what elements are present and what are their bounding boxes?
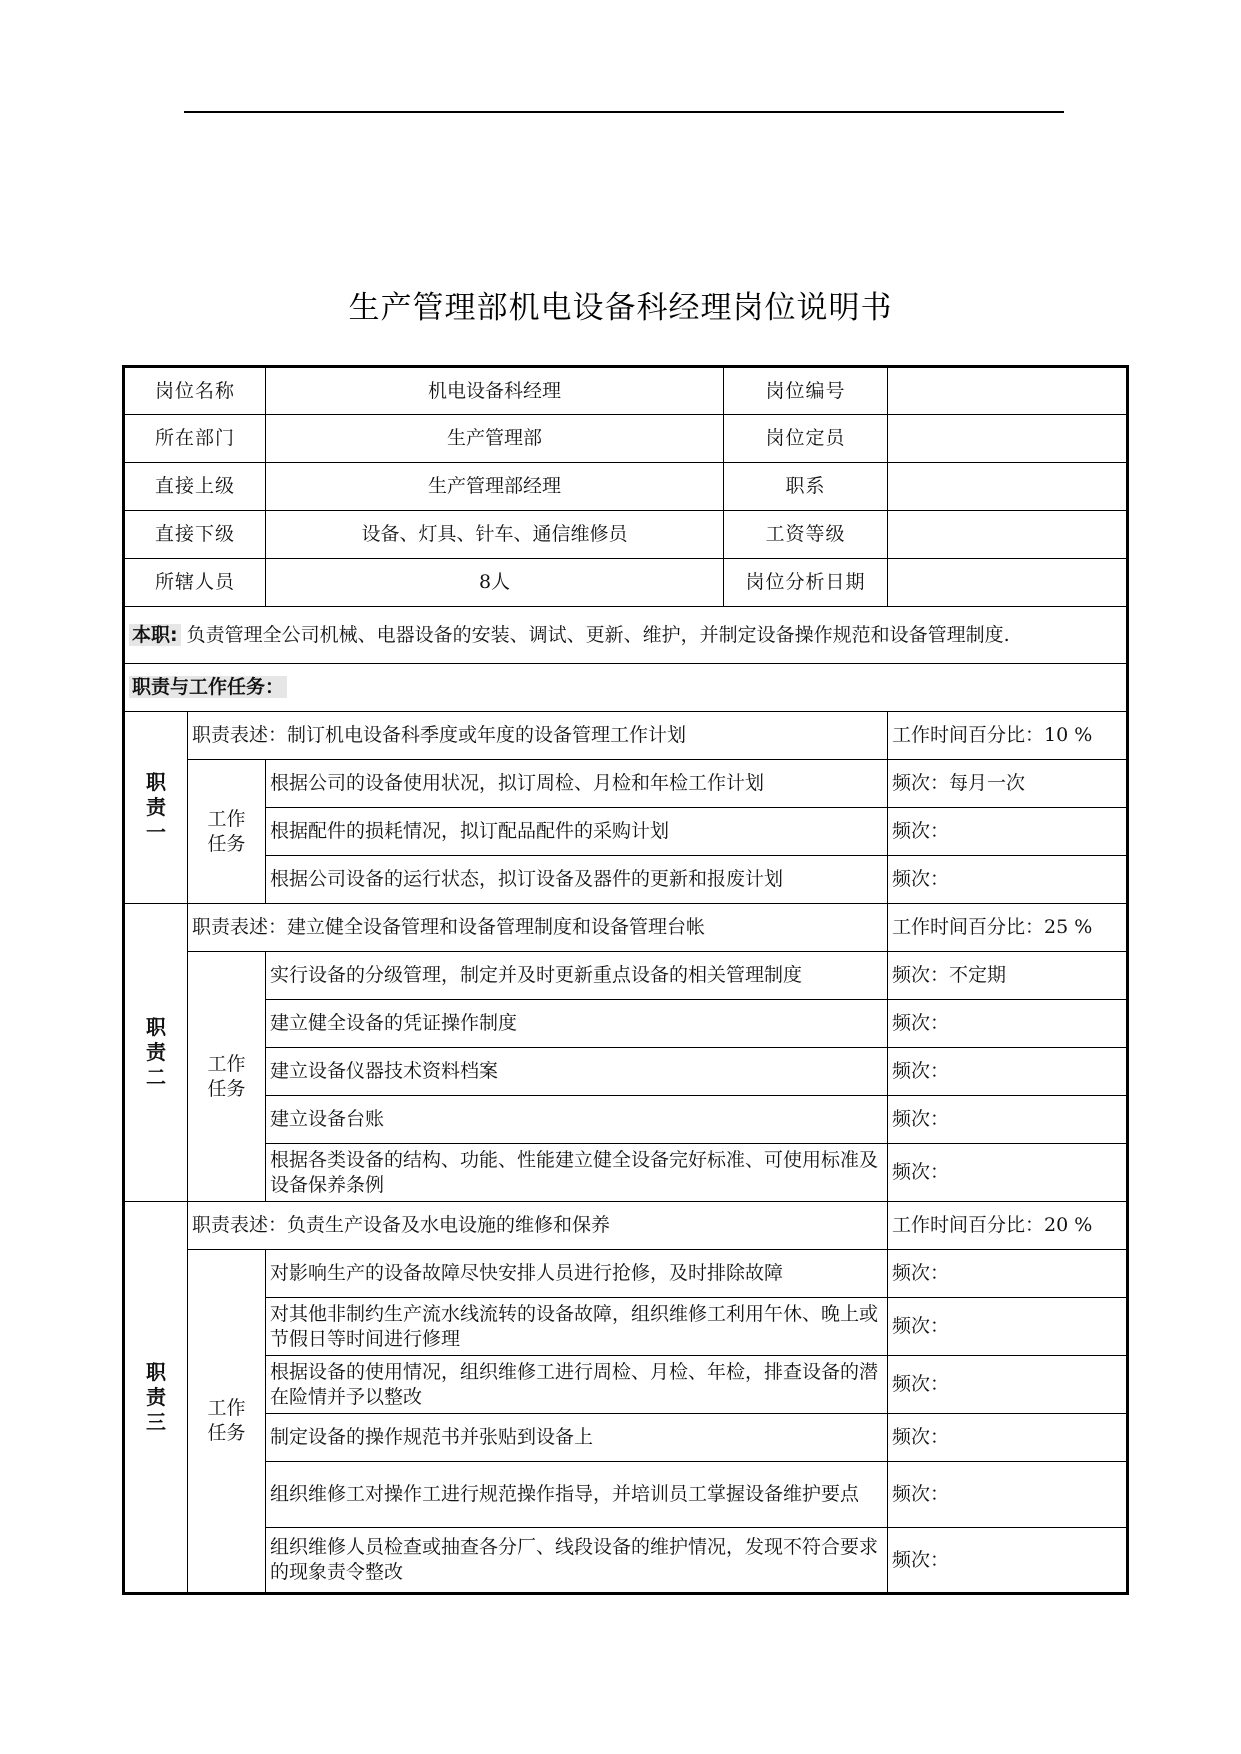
duty-statement-row bbox=[124, 712, 1128, 760]
info-value: 生产管理部 bbox=[266, 415, 724, 463]
task-text: 对影响生产的设备故障尽快安排人员进行抢修，及时排除故障 bbox=[266, 1250, 888, 1298]
core-duty-label: 本职: bbox=[129, 624, 181, 646]
duty-statement: 职责表述：制订机电设备科季度或年度的设备管理工作计划 bbox=[188, 712, 888, 760]
task-label-text: 工作任务 bbox=[207, 1052, 246, 1100]
task-text: 根据各类设备的结构、功能、性能建立健全设备完好标准、可使用标准及设备保养条例 bbox=[266, 1144, 888, 1202]
core-duty-cell bbox=[124, 607, 1128, 664]
task-row bbox=[124, 808, 1128, 856]
duty-statement: 职责表述：建立健全设备管理和设备管理制度和设备管理台帐 bbox=[188, 904, 888, 952]
task-text: 根据设备的使用情况，组织维修工进行周检、月检、年检，排查设备的潜在险情并予以整改 bbox=[266, 1356, 888, 1414]
info-row bbox=[124, 511, 1128, 559]
duty-statement-row bbox=[124, 904, 1128, 952]
core-duty-text: 负责管理全公司机械、电器设备的安装、调试、更新、维护，并制定设备操作规范和设备管理制度. bbox=[186, 623, 1010, 646]
task-label bbox=[188, 760, 266, 904]
task-frequency: 频次： bbox=[888, 856, 1128, 904]
task-label bbox=[188, 1250, 266, 1594]
task-frequency: 频次： bbox=[888, 1414, 1128, 1462]
task-text: 建立设备仪器技术资料档案 bbox=[266, 1048, 888, 1096]
duty-statement-row bbox=[124, 1202, 1128, 1250]
info-label: 所辖人员 bbox=[124, 559, 266, 607]
task-row bbox=[124, 1000, 1128, 1048]
duty-name-text: 职责二 bbox=[146, 1015, 166, 1089]
task-row bbox=[124, 856, 1128, 904]
info-row bbox=[124, 415, 1128, 463]
time-ratio: 工作时间百分比：20 % bbox=[888, 1202, 1128, 1250]
document-title: 生产管理部机电设备科经理岗位说明书 bbox=[348, 290, 893, 326]
info-value bbox=[888, 559, 1128, 607]
task-frequency: 频次：不定期 bbox=[888, 952, 1128, 1000]
task-text: 建立健全设备的凭证操作制度 bbox=[266, 1000, 888, 1048]
task-frequency: 频次： bbox=[888, 1298, 1128, 1356]
task-text: 组织维修人员检查或抽查各分厂、线段设备的维护情况，发现不符合要求的现象责令整改 bbox=[266, 1528, 888, 1594]
task-frequency: 频次： bbox=[888, 1144, 1128, 1202]
task-text: 实行设备的分级管理，制定并及时更新重点设备的相关管理制度 bbox=[266, 952, 888, 1000]
core-duty-row bbox=[124, 607, 1128, 664]
info-value bbox=[888, 511, 1128, 559]
info-label: 所在部门 bbox=[124, 415, 266, 463]
info-value: 8人 bbox=[266, 559, 724, 607]
task-label bbox=[188, 952, 266, 1202]
duty-name-text: 职责一 bbox=[146, 770, 166, 844]
duty-name bbox=[124, 904, 188, 1202]
task-text: 根据配件的损耗情况，拟订配品配件的采购计划 bbox=[266, 808, 888, 856]
task-text: 制定设备的操作规范书并张贴到设备上 bbox=[266, 1414, 888, 1462]
task-row bbox=[124, 760, 1128, 808]
info-label: 岗位编号 bbox=[724, 367, 888, 415]
info-value: 设备、灯具、针车、通信维修员 bbox=[266, 511, 724, 559]
duties-header-row bbox=[124, 664, 1128, 712]
task-row bbox=[124, 1048, 1128, 1096]
task-row bbox=[124, 1414, 1128, 1462]
duty-name bbox=[124, 712, 188, 904]
info-label: 工资等级 bbox=[724, 511, 888, 559]
header-rule bbox=[184, 111, 1064, 113]
task-frequency: 频次： bbox=[888, 1356, 1128, 1414]
duty-name-text: 职责三 bbox=[146, 1359, 166, 1434]
task-label-text: 工作任务 bbox=[207, 807, 246, 855]
info-label: 岗位定员 bbox=[724, 415, 888, 463]
task-row bbox=[124, 1462, 1128, 1528]
task-frequency: 频次： bbox=[888, 808, 1128, 856]
info-label: 职系 bbox=[724, 463, 888, 511]
task-frequency: 频次：每月一次 bbox=[888, 760, 1128, 808]
task-frequency: 频次： bbox=[888, 1250, 1128, 1298]
info-label: 直接上级 bbox=[124, 463, 266, 511]
task-frequency: 频次： bbox=[888, 1528, 1128, 1594]
info-label: 岗位名称 bbox=[124, 367, 266, 415]
task-text: 根据公司的设备使用状况，拟订周检、月检和年检工作计划 bbox=[266, 760, 888, 808]
info-value bbox=[888, 463, 1128, 511]
info-value bbox=[888, 367, 1128, 415]
task-text: 根据公司设备的运行状态，拟订设备及器件的更新和报废计划 bbox=[266, 856, 888, 904]
task-row bbox=[124, 1528, 1128, 1594]
task-label-text: 工作任务 bbox=[207, 1397, 246, 1444]
task-frequency: 频次： bbox=[888, 1096, 1128, 1144]
info-row bbox=[124, 559, 1128, 607]
time-ratio: 工作时间百分比：10 % bbox=[888, 712, 1128, 760]
job-description-table bbox=[122, 365, 1129, 1595]
task-row bbox=[124, 1250, 1128, 1298]
task-text: 组织维修工对操作工进行规范操作指导，并培训员工掌握设备维护要点 bbox=[266, 1462, 888, 1528]
info-value bbox=[888, 415, 1128, 463]
info-label: 岗位分析日期 bbox=[724, 559, 888, 607]
task-row bbox=[124, 1298, 1128, 1356]
info-value: 生产管理部经理 bbox=[266, 463, 724, 511]
task-row bbox=[124, 1356, 1128, 1414]
duties-header-cell bbox=[124, 664, 1128, 712]
task-text: 对其他非制约生产流水线流转的设备故障，组织维修工利用午休、晚上或节假日等时间进行修理 bbox=[266, 1298, 888, 1356]
time-ratio: 工作时间百分比：25 % bbox=[888, 904, 1128, 952]
task-row bbox=[124, 1096, 1128, 1144]
task-frequency: 频次： bbox=[888, 1000, 1128, 1048]
task-frequency: 频次： bbox=[888, 1048, 1128, 1096]
duty-statement: 职责表述：负责生产设备及水电设施的维修和保养 bbox=[188, 1202, 888, 1250]
info-row bbox=[124, 463, 1128, 511]
duties-header: 职责与工作任务： bbox=[129, 676, 287, 698]
info-label: 直接下级 bbox=[124, 511, 266, 559]
info-row bbox=[124, 367, 1128, 415]
task-row bbox=[124, 1144, 1128, 1202]
task-text: 建立设备台账 bbox=[266, 1096, 888, 1144]
duty-name bbox=[124, 1202, 188, 1594]
task-frequency: 频次： bbox=[888, 1462, 1128, 1528]
task-row bbox=[124, 952, 1128, 1000]
info-value: 机电设备科经理 bbox=[266, 367, 724, 415]
